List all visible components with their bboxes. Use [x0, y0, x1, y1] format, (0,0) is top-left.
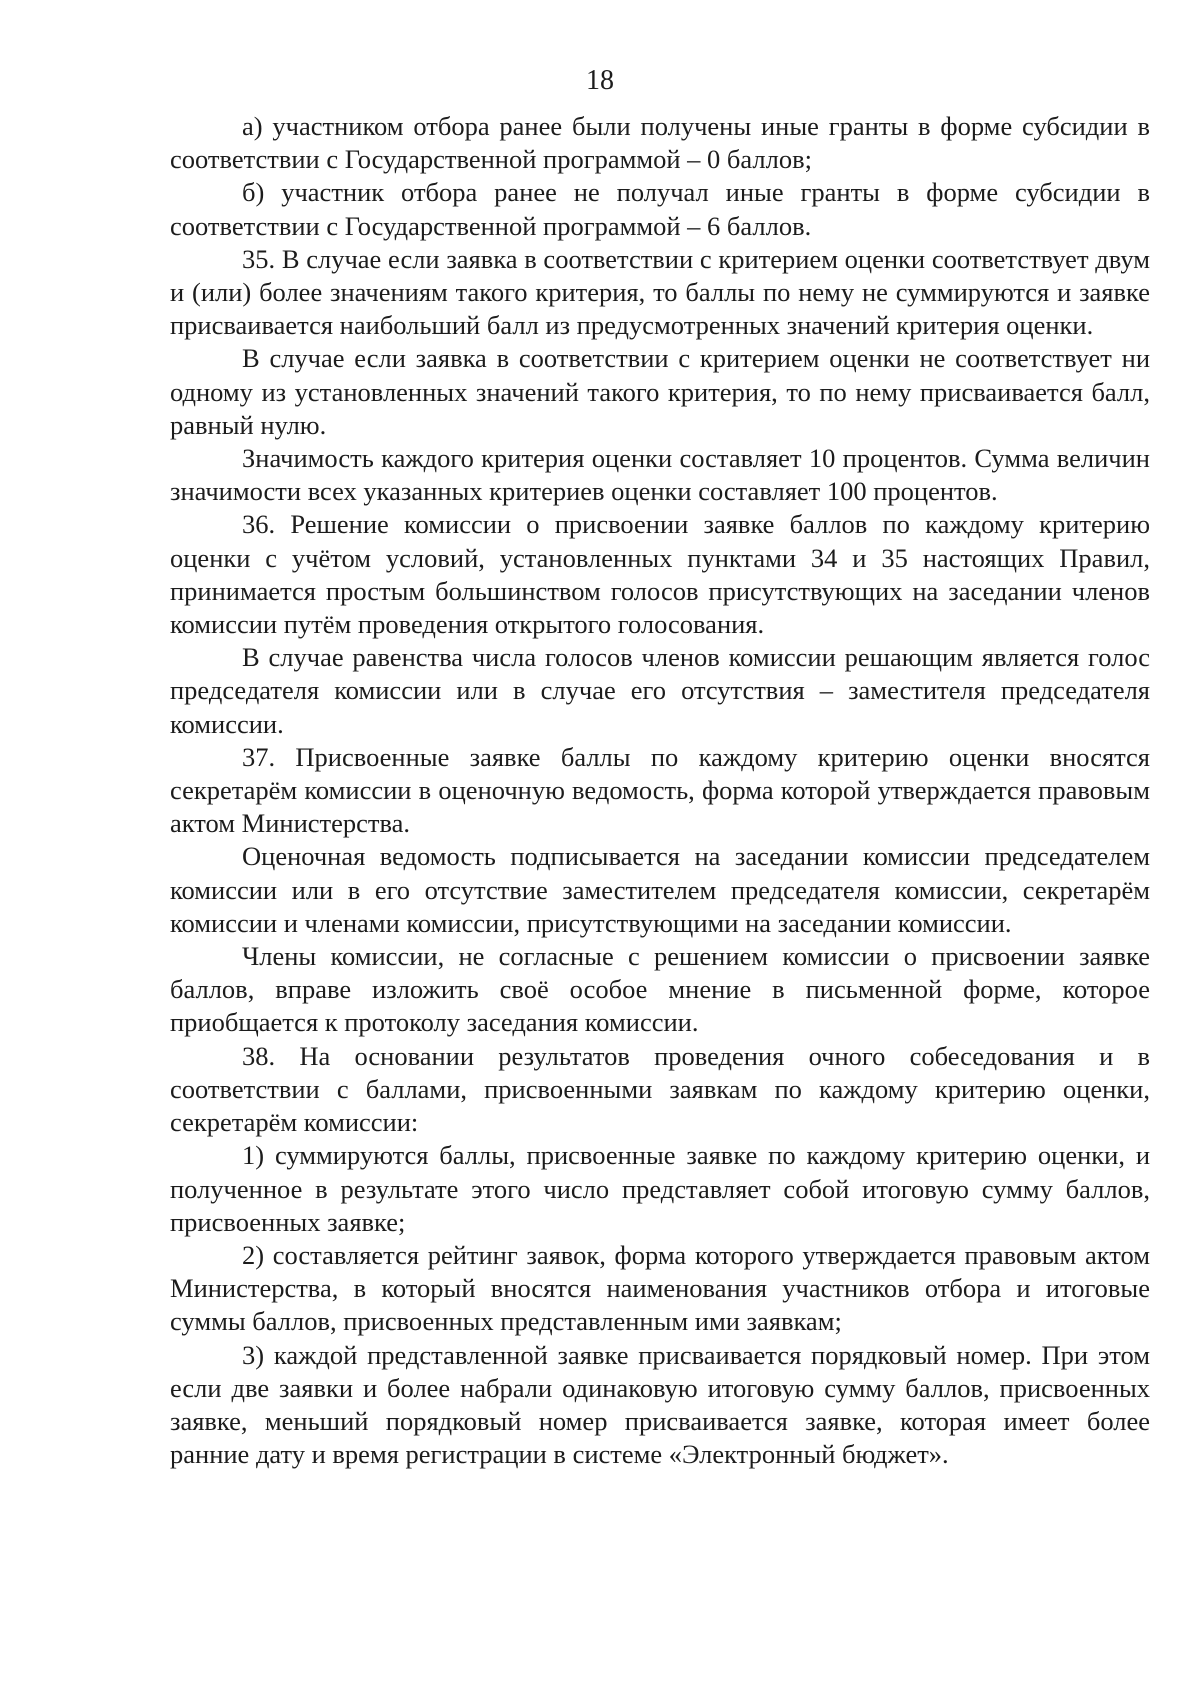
paragraph-36-tie-vote: В случае равенства числа голосов членов комиссии решающим является голос председателя комиссии или в случае его отсутствия – заместителя председателя комиссии.: [170, 642, 1150, 739]
paragraph-38-item-1: 1) суммируются баллы, присвоенные заявке по каждому критерию оценки, и полученное в результате этого число представляет собой итоговую сумму баллов, присвоенных заявке;: [170, 1140, 1150, 1237]
paragraph-38: 38. На основании результатов проведения очного собеседования и в соответствии с баллами, присвоенными заявкам по каждому критерию оценки, секретарём комиссии:: [170, 1040, 1150, 1138]
paragraph-37-signing: Оценочная ведомость подписывается на заседании комиссии председателем комиссии или в его отсутствие заместителем председателя комиссии, секретарём комиссии и членами комиссии, присутствующими на заседании комиссии.: [170, 841, 1150, 938]
page-number: 18: [586, 65, 614, 96]
document-body: [170, 110, 1150, 1471]
paragraph-38-item-3: 3) каждой представленной заявке присваивается порядковый номер. При этом если две заявки и более набрали одинаковую итоговую сумму баллов, присвоенных заявке, меньший порядковый номер присваивается заявке, которая имеет более ранние дату и время регистрации в системе «Электронный бюджет».: [170, 1339, 1150, 1470]
paragraph-3-a: а) участником отбора ранее были получены иные гранты в форме субсидии в соответствии с Государственной программой – 0 баллов;: [170, 111, 1150, 175]
paragraph-38-item-2: 2) составляется рейтинг заявок, форма которого утверждается правовым актом Министерства, в который вносятся наименования участников отбора и итоговые суммы баллов, присвоенных представленным ими заявкам;: [170, 1239, 1150, 1337]
paragraph-3-b: б) участник отбора ранее не получал иные гранты в форме субсидии в соответствии с Государственной программой – 6 баллов.: [170, 177, 1150, 241]
paragraph-35: 35. В случае если заявка в соответствии с критерием оценки соответствует двум и (или) более значениям такого критерия, то баллы по нему не суммируются и заявке присваивается наибольший балл из предусмотренных значений критерия оценки.: [170, 243, 1150, 341]
paragraph-37-dissent: Члены комиссии, не согласные с решением комиссии о присвоении заявке баллов, вправе изложить своё особое мнение в письменной форме, которое приобщается к протоколу заседания комиссии.: [170, 941, 1150, 1038]
paragraph-35-zero-score: В случае если заявка в соответствии с критерием оценки не соответствует ни одному из установленных значений такого критерия, то по нему присваивается балл, равный нулю.: [170, 343, 1150, 440]
paragraph-35-significance: Значимость каждого критерия оценки составляет 10 процентов. Сумма величин значимости всех указанных критериев оценки составляет 100 процентов.: [170, 443, 1150, 507]
paragraph-36: 36. Решение комиссии о присвоении заявке баллов по каждому критерию оценки с учётом условий, установленных пунктами 34 и 35 настоящих Правил, принимается простым большинством голосов присутствующих на заседании членов комиссии путём проведения открытого голосования.: [170, 509, 1150, 640]
paragraph-37: 37. Присвоенные заявке баллы по каждому критерию оценки вносятся секретарём комиссии в оценочную ведомость, форма которой утверждается правовым актом Министерства.: [170, 741, 1150, 839]
